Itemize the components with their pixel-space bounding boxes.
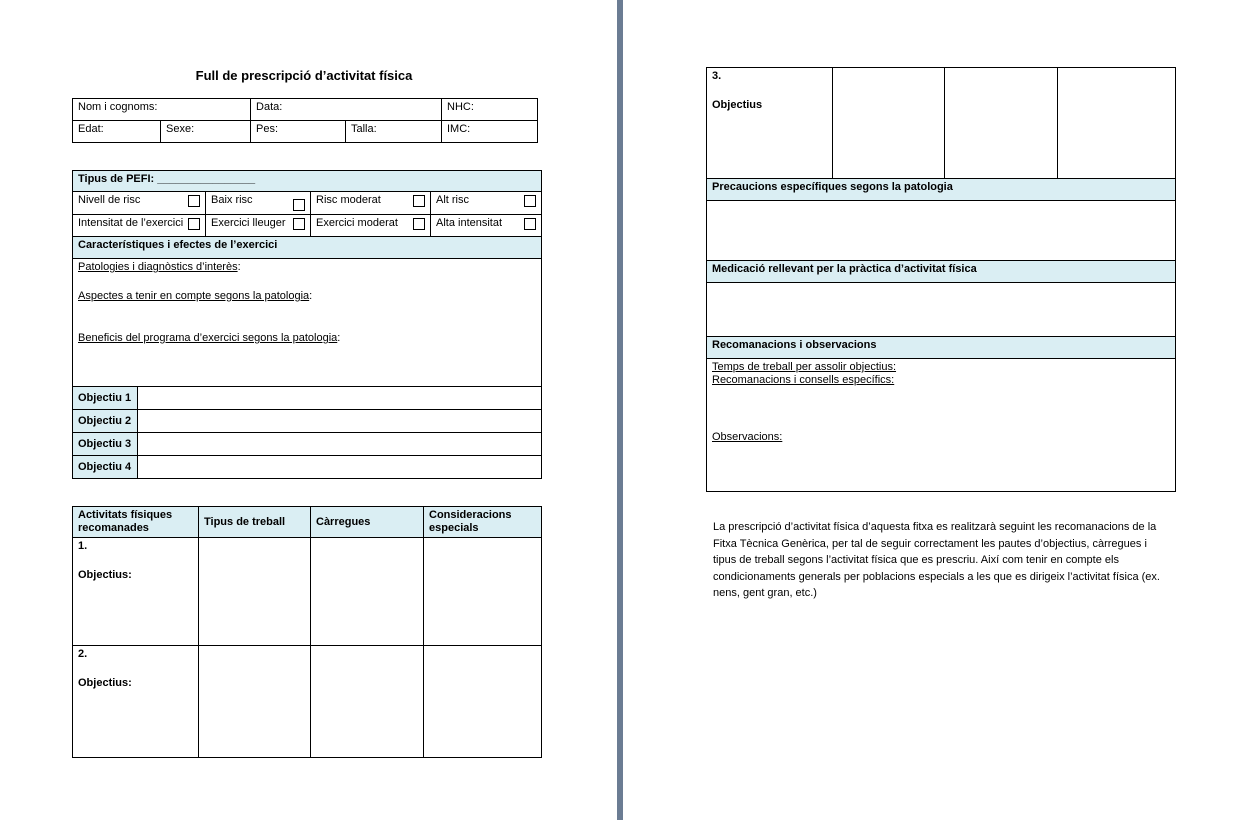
- activity-1-considerations[interactable]: [424, 538, 542, 646]
- light-exercise-cell: [206, 215, 311, 237]
- intensity-checkbox[interactable]: [188, 218, 200, 230]
- work-time-label: Temps de treball per assolir objectius:: [712, 361, 897, 373]
- loads-header: Càrregues: [311, 507, 424, 538]
- document-title: Full de prescripció d’activitat física: [195, 68, 413, 83]
- recommendations-header: Recomanacions i observacions: [707, 337, 1176, 359]
- pathologies-colon: :: [237, 261, 241, 273]
- precautions-header: Precaucions específiques segons la patologia: [707, 179, 1176, 201]
- benefits-colon: :: [337, 332, 341, 344]
- activity-1-cell[interactable]: [73, 538, 199, 646]
- aspects-colon: :: [309, 290, 313, 302]
- moderate-risk-checkbox[interactable]: [413, 195, 425, 207]
- name-field[interactable]: Nom i cognoms:: [73, 99, 251, 121]
- low-risk-checkbox[interactable]: [293, 199, 305, 211]
- activity-1-number: 1.: [78, 540, 88, 552]
- objective-2-field[interactable]: [138, 410, 542, 433]
- light-exercise-checkbox[interactable]: [293, 218, 305, 230]
- intensity-label: Intensitat de l’exercici: [78, 217, 184, 229]
- activity-2-cell[interactable]: [73, 646, 199, 758]
- activity-2-number: 2.: [78, 648, 88, 660]
- activities-table: [72, 506, 542, 758]
- activities-header: Activitats físiques recomanades: [73, 507, 199, 538]
- risk-level-cell: [73, 192, 206, 215]
- characteristics-body[interactable]: [73, 259, 542, 387]
- work-type-header: Tipus de treball: [199, 507, 311, 538]
- moderate-exercise-label: Exercici moderat: [316, 217, 398, 229]
- activity-3-table: [706, 67, 1176, 179]
- high-risk-cell: [431, 192, 542, 215]
- advice-label: Recomanacions i consells específics:: [712, 374, 895, 386]
- moderate-exercise-checkbox[interactable]: [413, 218, 425, 230]
- light-exercise-label: Exercici lleuger: [211, 217, 286, 229]
- activity-2-work-type[interactable]: [199, 646, 311, 758]
- age-field[interactable]: Edat:: [73, 121, 161, 143]
- notes-table: [706, 178, 1176, 492]
- moderate-exercise-cell: [311, 215, 431, 237]
- patient-info-table: [72, 98, 538, 121]
- high-intensity-cell: [431, 215, 542, 237]
- objective-2-label: Objectiu 2: [73, 410, 138, 433]
- low-risk-label: Baix risc: [211, 194, 253, 206]
- activity-3-objectives-label: Objectius: [712, 99, 763, 111]
- intensity-cell: [73, 215, 206, 237]
- activity-2-considerations[interactable]: [424, 646, 542, 758]
- high-intensity-checkbox[interactable]: [524, 218, 536, 230]
- activity-3-cell[interactable]: [707, 68, 833, 179]
- bmi-field[interactable]: IMC:: [442, 121, 538, 143]
- high-risk-checkbox[interactable]: [524, 195, 536, 207]
- pathologies-label: Patologies i diagnòstics d’interès: [78, 261, 238, 273]
- objective-3-label: Objectiu 3: [73, 433, 138, 456]
- moderate-risk-label: Risc moderat: [316, 194, 381, 206]
- weight-field[interactable]: Pes:: [251, 121, 346, 143]
- observations-label: Observacions:: [712, 431, 783, 443]
- objective-4-label: Objectiu 4: [73, 456, 138, 479]
- activity-2-loads[interactable]: [311, 646, 424, 758]
- recommendations-field[interactable]: [707, 359, 1176, 492]
- risk-level-label: Nivell de risc: [78, 194, 141, 206]
- activity-1-loads[interactable]: [311, 538, 424, 646]
- medication-field[interactable]: [707, 283, 1176, 337]
- medication-header: Medicació rellevant per la pràctica d’activitat física: [707, 261, 1176, 283]
- pefi-table: [72, 170, 542, 479]
- patient-info-table-2: [72, 120, 538, 143]
- activity-1-objectives-label: Objectius:: [78, 569, 132, 581]
- high-risk-label: Alt risc: [436, 194, 469, 206]
- activity-2-objectives-label: Objectius:: [78, 677, 132, 689]
- low-risk-cell: [206, 192, 311, 215]
- benefits-label: Beneficis del programa d’exercici segons la patologia: [78, 332, 338, 344]
- objective-1-field[interactable]: [138, 387, 542, 410]
- characteristics-header: Característiques i efectes de l’exercici: [73, 237, 542, 259]
- objective-1-label: Objectiu 1: [73, 387, 138, 410]
- footer-paragraph: La prescripció d’activitat física d’aquesta fitxa es realitzarà seguint les recomanacions de la Fitxa Tècnica Genèrica, per tal de seguir correctament les pautes d’objectius, càrregues i tipus de treball segons l’activitat física que es prescriu. Així com tenir en compte els condicionaments generals per poblacions especials a les que es dirigeix l’activitat física (ex. nens, gent gran, etc.): [713, 521, 1160, 599]
- special-considerations-header: Consideracions especials: [424, 507, 542, 538]
- risk-level-checkbox[interactable]: [188, 195, 200, 207]
- moderate-risk-cell: [311, 192, 431, 215]
- objective-4-field[interactable]: [138, 456, 542, 479]
- activity-3-number: 3.: [712, 70, 722, 82]
- activity-3-work-type[interactable]: [833, 68, 945, 179]
- date-field[interactable]: Data:: [251, 99, 442, 121]
- activity-3-considerations[interactable]: [1058, 68, 1176, 179]
- sex-field[interactable]: Sexe:: [161, 121, 251, 143]
- height-field[interactable]: Talla:: [346, 121, 442, 143]
- nhc-field[interactable]: NHC:: [442, 99, 538, 121]
- precautions-field[interactable]: [707, 201, 1176, 261]
- pefi-type[interactable]: Tipus de PEFI: ________________: [73, 171, 542, 192]
- high-intensity-label: Alta intensitat: [436, 217, 503, 229]
- aspects-label: Aspectes a tenir en compte segons la patologia: [78, 290, 310, 302]
- activity-3-loads[interactable]: [945, 68, 1058, 179]
- objective-3-field[interactable]: [138, 433, 542, 456]
- activity-1-work-type[interactable]: [199, 538, 311, 646]
